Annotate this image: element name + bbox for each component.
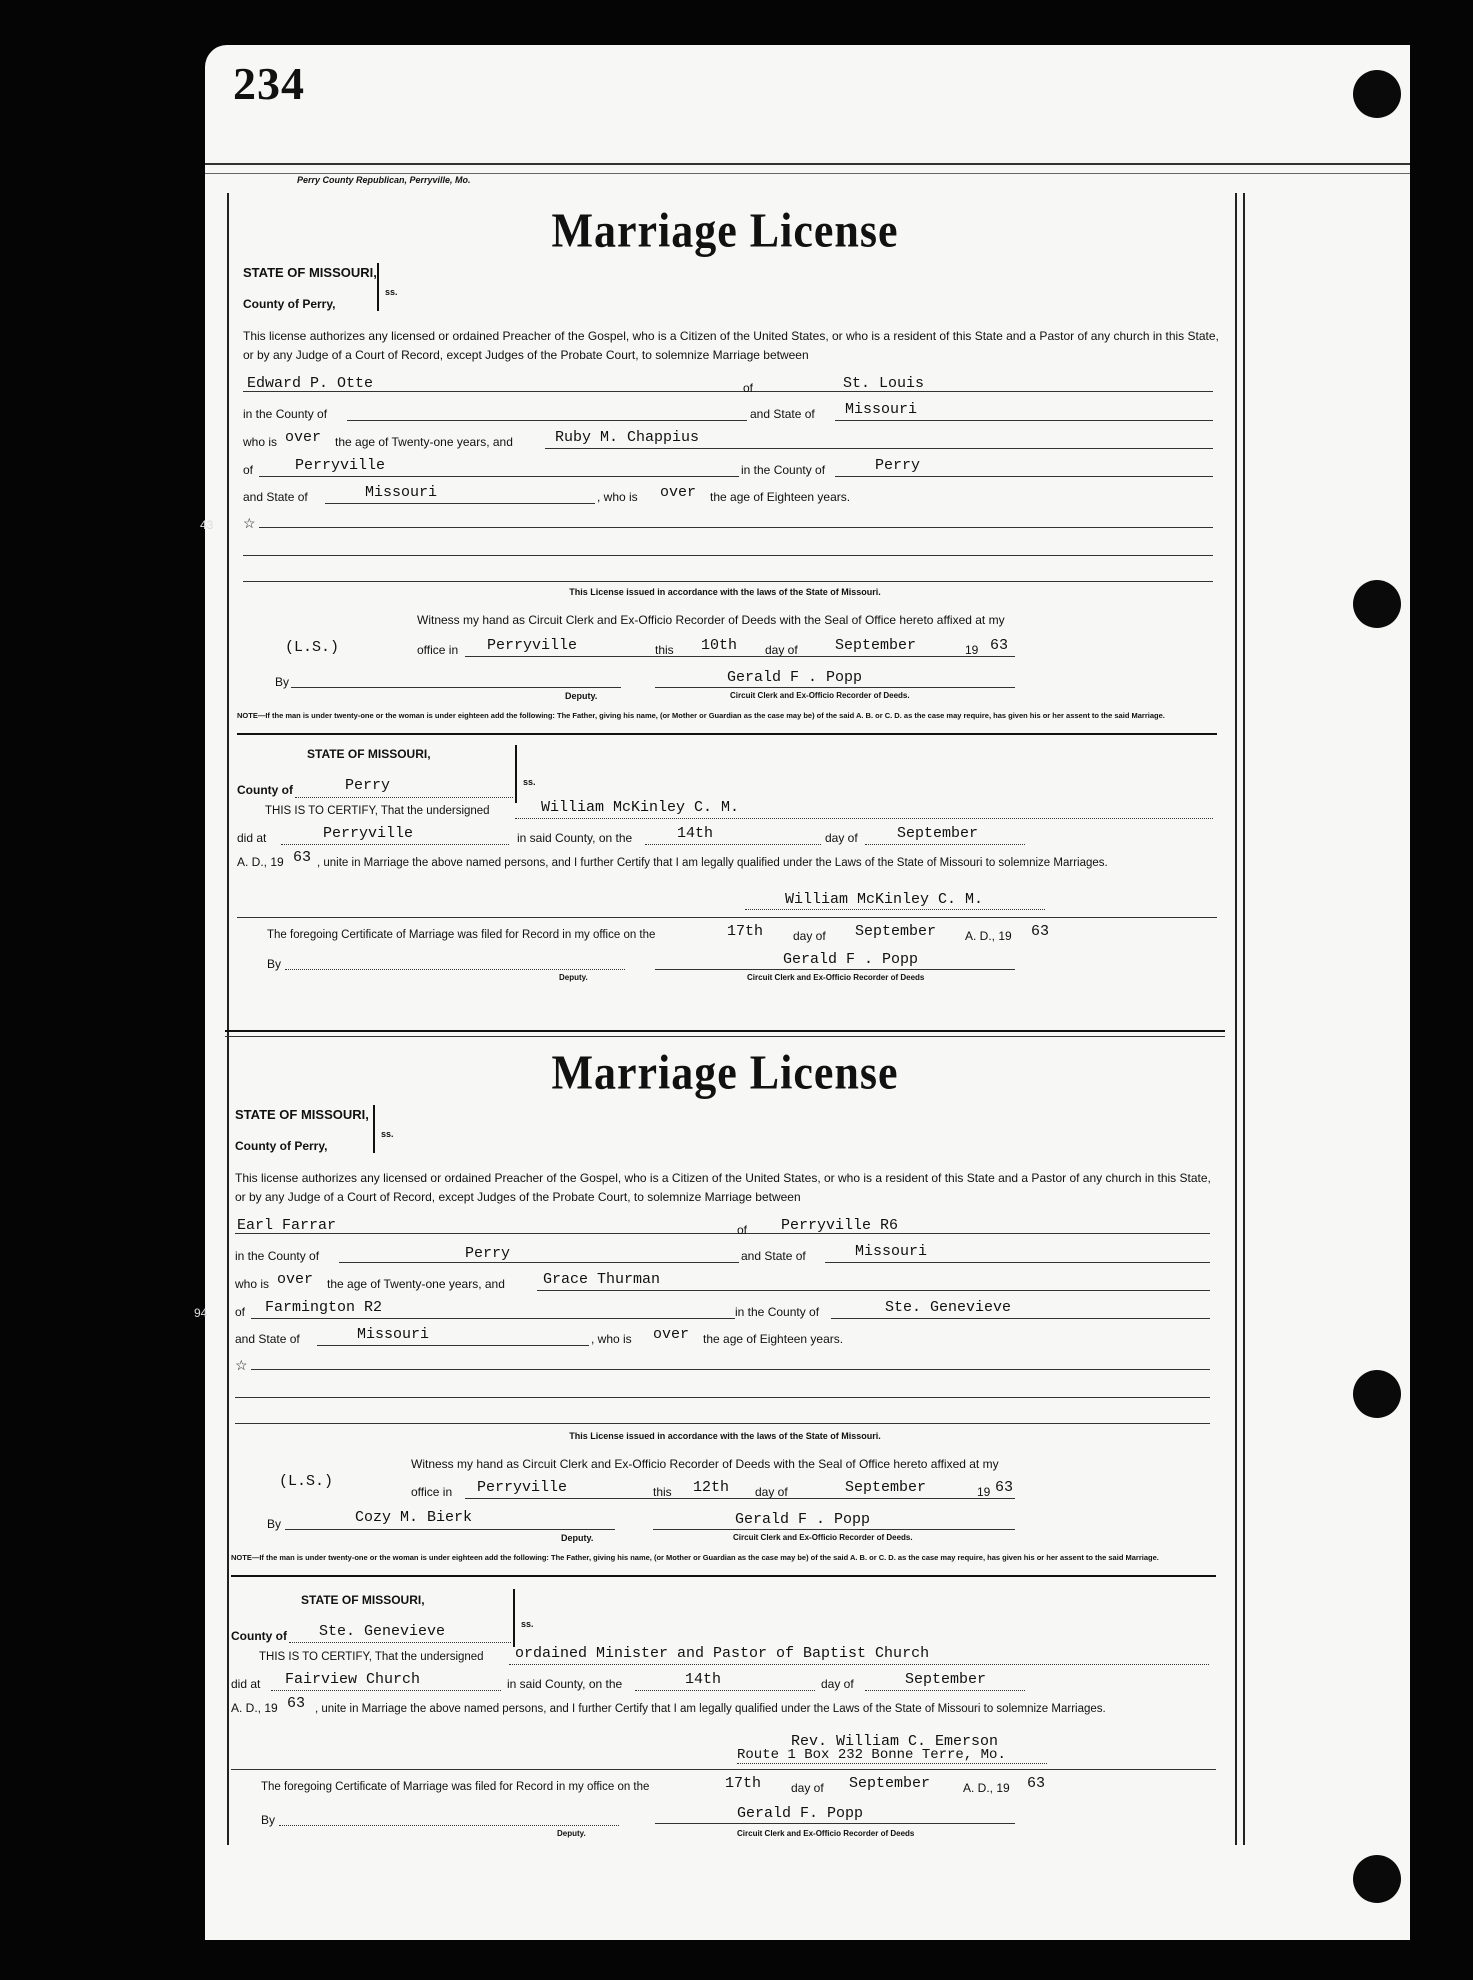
- county-of-label: County of: [237, 783, 293, 797]
- bride-state: Missouri: [365, 484, 438, 501]
- filed-day: 17th: [725, 1775, 762, 1792]
- bride-age: over: [660, 484, 697, 501]
- office-in: Perryville: [487, 637, 578, 654]
- ad19-label: A. D., 19: [231, 1701, 278, 1715]
- filed-clerk-line: [655, 969, 1015, 970]
- who-is-label: who is: [243, 435, 278, 449]
- officiant-sig-line: [737, 1763, 1047, 1764]
- ss-label: ss.: [381, 1129, 394, 1139]
- this-day: 12th: [693, 1479, 730, 1496]
- section-rule: [237, 733, 1217, 735]
- right-border: [1235, 193, 1237, 1845]
- in-county2-label: in the County of: [741, 463, 826, 477]
- of2-label: of: [235, 1305, 246, 1319]
- filed-month: September: [849, 1775, 931, 1792]
- filed-clerk: Gerald F . Popp: [783, 951, 919, 968]
- groom-state-line: [825, 1262, 1210, 1263]
- star-mark: ☆: [235, 1357, 248, 1373]
- binder-hole-1: [1353, 70, 1401, 118]
- of-label: of: [743, 381, 754, 395]
- officiant-sig: William McKinley C. M.: [785, 891, 984, 908]
- filed-ad-label: A. D., 19: [965, 929, 1012, 943]
- cert-month: September: [897, 825, 979, 842]
- month: September: [845, 1479, 927, 1496]
- issued-text: This License issued in accordance with the laws of the State of Missouri.: [569, 587, 881, 597]
- clerk-sig: Gerald F . Popp: [735, 1511, 871, 1528]
- unite-text: , unite in Marriage the above named persons, and I further Certify that I am legally qualified under the Laws of the State of Missouri to solemnize Marriages.: [315, 1703, 1106, 1715]
- page-number: 234: [233, 58, 305, 109]
- license-divider: [225, 1030, 1225, 1032]
- brace: [377, 263, 379, 311]
- cert-county-line: [295, 797, 513, 798]
- bride-state-line: [325, 503, 595, 504]
- clerk-label: Circuit Clerk and Ex-Officio Recorder of Deeds.: [730, 691, 910, 700]
- cert-year: 63: [287, 1695, 306, 1712]
- officiant: ordained Minister and Pastor of Baptist Church: [515, 1645, 930, 1662]
- deputy-line: [285, 1529, 615, 1530]
- by-label: By: [267, 1517, 282, 1531]
- extra-line-2: [235, 1397, 1210, 1398]
- filed-clerk: Gerald F. Popp: [737, 1805, 864, 1822]
- record-page: [205, 45, 1410, 1940]
- deputy-label: Deputy.: [565, 691, 598, 701]
- nineteen-label: 19: [965, 643, 979, 657]
- office-line: [465, 656, 1015, 657]
- place-line: [271, 1690, 501, 1691]
- cert-month-line: [865, 1690, 1025, 1691]
- bride-name: Ruby M. Chappius: [555, 429, 700, 446]
- cert-month: September: [905, 1671, 987, 1688]
- note-text: NOTE—If the man is under twenty-one or the woman is under eighteen add the following: The Father, giving his name, (or Mother or Guardian as the case may be) of the said A. B. or C. D. as the case may require, has given his or her assent to the said Marriage.: [231, 1553, 1159, 1562]
- this-label: this: [653, 1485, 672, 1499]
- header-band: [205, 163, 1410, 174]
- did-at-label: did at: [237, 831, 267, 845]
- clerk-sig: Gerald F . Popp: [727, 669, 863, 686]
- filed-month: September: [855, 923, 937, 940]
- bride-county: Ste. Genevieve: [885, 1299, 1012, 1316]
- ad19-label: A. D., 19: [237, 855, 284, 869]
- deputy-label: Deputy.: [561, 1533, 594, 1543]
- who-is-label: who is: [235, 1277, 270, 1291]
- groom-county: Perry: [465, 1245, 511, 1262]
- clerk-line: [655, 687, 1015, 688]
- year: 63: [990, 637, 1009, 654]
- groom-name: Earl Farrar: [237, 1217, 337, 1234]
- by-label: By: [275, 675, 290, 689]
- margin-mark-1: 43: [200, 518, 214, 532]
- unite-text: , unite in Marriage the above named persons, and I further Certify that I am legally qualified under the Laws of the State of Missouri to solemnize Marriages.: [317, 857, 1108, 869]
- filed-ad-label: A. D., 19: [963, 1781, 1010, 1795]
- officiant-line: [509, 1664, 1209, 1665]
- who-is2-label: , who is: [597, 490, 638, 504]
- filed-year: 63: [1027, 1775, 1046, 1792]
- bride-name: Grace Thurman: [543, 1271, 661, 1288]
- cert-ss: ss.: [523, 777, 536, 787]
- authorize-text: This license authorizes any licensed or ordained Preacher of the Gospel, who is a Citizen of the United States, or who is a resident of this State and a Pastor of any church in this State, or by any Judge of a Court of Record, except Judges of the Probate Court, to solemnize Marriage between: [235, 1171, 1211, 1204]
- in-county-label: in the County of: [235, 1249, 320, 1263]
- filed-clerk-label: Circuit Clerk and Ex-Officio Recorder of Deeds: [747, 973, 925, 982]
- age18-label: the age of Eighteen years.: [710, 490, 851, 504]
- filed-deputy-label: Deputy.: [557, 1829, 586, 1838]
- bride-county-line: [835, 476, 1213, 477]
- state-label: STATE OF MISSOURI,: [243, 265, 377, 280]
- bride-of: Farmington R2: [265, 1299, 383, 1316]
- certify-text: THIS IS TO CERTIFY, That the undersigned: [259, 1651, 484, 1663]
- groom-line: [235, 1233, 1210, 1234]
- office-in-label: office in: [411, 1485, 453, 1499]
- license-title: Marriage License: [551, 1045, 899, 1100]
- and-state2-label: and State of: [235, 1332, 300, 1346]
- publisher-imprint: Perry County Republican, Perryville, Mo.: [297, 175, 471, 185]
- in-said-county-label: in said County, on the: [507, 1677, 623, 1691]
- issued-text: This License issued in accordance with the laws of the State of Missouri.: [569, 1431, 881, 1441]
- officiant-addr: Route 1 Box 232 Bonne Terre, Mo.: [737, 1747, 1006, 1763]
- certify-text: THIS IS TO CERTIFY, That the undersigned: [265, 805, 490, 817]
- office-line: [465, 1498, 1015, 1499]
- bride-of: Perryville: [295, 457, 386, 474]
- officiant-sig: Rev. William C. Emerson: [791, 1733, 999, 1750]
- day-of-label: day of: [755, 1485, 788, 1499]
- filed-day: 17th: [727, 923, 764, 940]
- bride-of-line: [259, 476, 739, 477]
- cert-day: 14th: [685, 1671, 722, 1688]
- year: 63: [995, 1479, 1014, 1496]
- filed-day-of-label: day of: [793, 929, 826, 943]
- witness-text: Witness my hand as Circuit Clerk and Ex-Officio Recorder of Deeds with the Seal of Office hereto affixed at my: [411, 1457, 999, 1471]
- groom-of: St. Louis: [843, 375, 925, 392]
- and-state-label: and State of: [750, 407, 815, 421]
- of2-label: of: [243, 463, 254, 477]
- age21-label: the age of Twenty-one years, and: [335, 435, 513, 449]
- clerk-label: Circuit Clerk and Ex-Officio Recorder of Deeds.: [733, 1533, 913, 1542]
- officiant-sig-line: [745, 909, 1045, 910]
- filed-text: The foregoing Certificate of Marriage was filed for Record in my office on the: [267, 929, 656, 941]
- groom-name: Edward P. Otte: [247, 375, 374, 392]
- bride-line: [545, 448, 1213, 449]
- clerk-line: [653, 1529, 1015, 1530]
- filed-text: The foregoing Certificate of Marriage was filed for Record in my office on the: [261, 1781, 650, 1793]
- and-state2-label: and State of: [243, 490, 308, 504]
- groom-county-line: [339, 1262, 739, 1263]
- age21-label: the age of Twenty-one years, and: [327, 1277, 505, 1291]
- month: September: [835, 637, 917, 654]
- license-divider-2: [225, 1036, 1225, 1037]
- cert-county: Perry: [345, 777, 391, 794]
- groom-line: [243, 391, 1213, 392]
- place: Fairview Church: [285, 1671, 421, 1688]
- county-label: County of Perry,: [243, 297, 336, 311]
- groom-state-line: [835, 420, 1213, 421]
- cert-day-line: [635, 1690, 815, 1691]
- filed-by-label: By: [261, 1813, 276, 1827]
- cert-month-line: [865, 844, 1025, 845]
- nineteen-label: 19: [977, 1485, 991, 1499]
- note-text: NOTE—If the man is under twenty-one or the woman is under eighteen add the following: The Father, giving his name, (or Mother or Guardian as the case may be) of the said A. B. or C. D. as the case may require, has given his or her assent to the said Marriage.: [237, 711, 1165, 720]
- ls-mark: (L.S.): [285, 639, 340, 656]
- star-mark: ☆: [243, 515, 256, 531]
- extra-line-1: [259, 527, 1213, 528]
- cert-year: 63: [293, 849, 312, 866]
- ss-label: ss.: [385, 287, 398, 297]
- cert-state: STATE OF MISSOURI,: [301, 1593, 425, 1607]
- officiant: William McKinley C. M.: [541, 799, 740, 816]
- extra-line-1: [251, 1369, 1210, 1370]
- binder-hole-2: [1353, 580, 1401, 628]
- ls-mark: (L.S.): [279, 1473, 334, 1490]
- binder-hole-4: [1353, 1855, 1401, 1903]
- license-1: [225, 205, 1225, 1065]
- and-state-label: and State of: [741, 1249, 806, 1263]
- cert-day-of-label: day of: [825, 831, 858, 845]
- bride-line: [537, 1290, 1210, 1291]
- county-label: County of Perry,: [235, 1139, 328, 1153]
- brace: [373, 1105, 375, 1153]
- who-is2-label: , who is: [591, 1332, 632, 1346]
- age18-label: the age of Eighteen years.: [703, 1332, 844, 1346]
- extra-line-3: [243, 581, 1213, 582]
- bride-age: over: [653, 1326, 690, 1343]
- in-said-county-label: in said County, on the: [517, 831, 633, 845]
- filed-rule: [231, 1769, 1216, 1770]
- license-2: [225, 1047, 1225, 1927]
- in-county2-label: in the County of: [735, 1305, 820, 1319]
- state-label: STATE OF MISSOURI,: [235, 1107, 369, 1122]
- filed-rule: [237, 917, 1217, 918]
- filed-by-label: By: [267, 957, 282, 971]
- groom-county-line: [347, 420, 747, 421]
- section-rule: [231, 1575, 1216, 1577]
- cert-day: 14th: [677, 825, 714, 842]
- extra-line-2: [243, 555, 1213, 556]
- cert-county: Ste. Genevieve: [319, 1623, 446, 1640]
- groom-state: Missouri: [845, 401, 918, 418]
- place: Perryville: [323, 825, 414, 842]
- filed-day-of-label: day of: [791, 1781, 824, 1795]
- did-at-label: did at: [231, 1677, 261, 1691]
- filed-deputy-line: [279, 1825, 619, 1826]
- license-title: Marriage License: [551, 203, 899, 258]
- extra-line-3: [235, 1423, 1210, 1424]
- officiant-line: [515, 818, 1213, 819]
- in-county-label: in the County of: [243, 407, 328, 421]
- day-of-label: day of: [765, 643, 798, 657]
- place-line: [281, 844, 509, 845]
- deputy-name: Cozy M. Bierk: [355, 1509, 473, 1526]
- groom-age: over: [285, 429, 322, 446]
- groom-age: over: [277, 1271, 314, 1288]
- bride-state-line: [317, 1345, 589, 1346]
- this-label: this: [655, 643, 674, 657]
- office-in: Perryville: [477, 1479, 568, 1496]
- of-label: of: [737, 1223, 748, 1237]
- office-in-label: office in: [417, 643, 459, 657]
- county-of-label: County of: [231, 1629, 287, 1643]
- witness-text: Witness my hand as Circuit Clerk and Ex-Officio Recorder of Deeds with the Seal of Office hereto affixed at my: [417, 613, 1005, 627]
- groom-state: Missouri: [855, 1243, 928, 1260]
- filed-year: 63: [1031, 923, 1050, 940]
- bride-of-line: [251, 1318, 735, 1319]
- authorize-text: This license authorizes any licensed or ordained Preacher of the Gospel, who is a Citizen of the United States, or who is a resident of this State and a Pastor of any church in this State, or by any Judge of a Court of Record, except Judges of the Probate Court, to solemnize Marriage between: [243, 329, 1219, 362]
- cert-day-line: [645, 844, 821, 845]
- filed-deputy-line: [285, 969, 625, 970]
- deputy-line: [291, 687, 621, 688]
- bride-county: Perry: [875, 457, 921, 474]
- cert-county-line: [289, 1642, 511, 1643]
- margin-mark-2: 94: [194, 1306, 208, 1320]
- cert-ss: ss.: [521, 1619, 534, 1629]
- this-day: 10th: [701, 637, 738, 654]
- cert-brace: [515, 745, 517, 803]
- groom-of: Perryville R6: [781, 1217, 899, 1234]
- binder-hole-3: [1353, 1370, 1401, 1418]
- right-border-2: [1243, 193, 1245, 1845]
- filed-clerk-line: [655, 1823, 1015, 1824]
- filed-deputy-label: Deputy.: [559, 973, 588, 982]
- cert-state: STATE OF MISSOURI,: [307, 747, 431, 761]
- cert-day-of-label: day of: [821, 1677, 854, 1691]
- bride-state: Missouri: [357, 1326, 430, 1343]
- cert-brace: [513, 1589, 515, 1647]
- filed-clerk-label: Circuit Clerk and Ex-Officio Recorder of Deeds: [737, 1829, 915, 1838]
- bride-county-line: [831, 1318, 1210, 1319]
